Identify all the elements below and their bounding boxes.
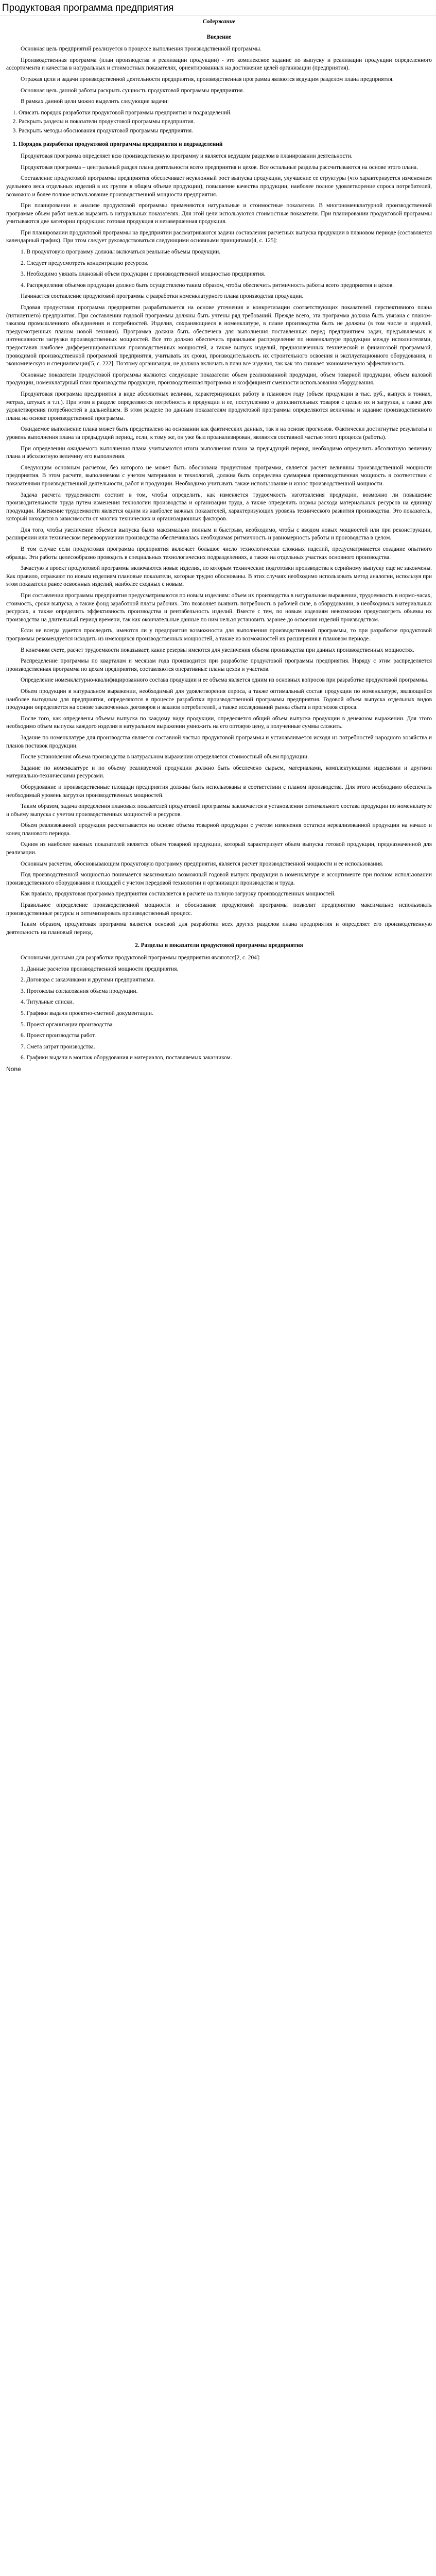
intro-paragraph: Основная цель данной работы раскрыть сущность продуктовой программы предприятия. xyxy=(21,87,245,94)
section1-paragraph: Для того, чтобы увеличение объемов выпуска было максимально полным и быстрым, необходимо, чтобы с вводом новых мощностей или при реконструкции, расширении или техническом перевооружении производства обеспечивалась необходимая ритмичность и равномерность работы и производства в целом. xyxy=(6,527,432,541)
section1-paragraph: Годовая продуктовая программа предприятия разрабатывается на основе уточнения и конкретизации соответствующих показателей перспективного плана (пятилетнего) предприятия. При составлении годовой программы должны быть учтены ряд требований. Прежде всего, эта программа должна быть увязана с планом-заказом промышленного объединения и потребностей. Изделия, сохраняющиеся в номенклатуре, в плане производства быть не должны (в том числе и изделий, предусмотренных планом новой техники). Программа должна быть обеспечена для выполнения поставленных перед предприятием задач, предъявляемых к интенсивности загрузки производственных мощностей. Все это должно обеспечить правильное распределение по номенклатуре продукции между исполнителями, предоставив наиболее дифференцированными производственных мощностей, а также выпуск изделий, предназначенных технической и финансовой программой, проводимой производственной программой предприятия, учитывать их сроки, производительность их строительного освоения и эксплуатационного оборудования, и экономическую и специализации[5, с. 222]. Поэтому организация, не должна включать в план все изделия, так как это снижает экономическую эффективность. xyxy=(6,304,432,367)
section1-paragraph: Если не всегда удается проследить, имеются ли у предприятия возможности для выполнения производственной программы, то при разработке продуктовой программы рекомендуется исходить из имеющихся производственных мощностей, а также из возможностей их расширения в плановом периоде. xyxy=(6,628,432,642)
intro-task-list xyxy=(6,109,432,135)
principle-item: 4. Распределение объемов продукции должно быть осуществлено таким образом, чтобы обеспечить ритмичность работы всего предприятия и цехов. xyxy=(21,282,394,289)
section1-paragraph: Продуктовая программа определяет всю производственную программу и является ведущим разделом в планировании деятельности. xyxy=(21,153,353,160)
footer-text: None xyxy=(6,1065,21,1073)
source-data-item: 7. Смета затрат производства. xyxy=(21,1043,95,1050)
section1-paragraph: Объем продукции в натуральном выражении, необходимый для удовлетворения спроса, а также оптимальный состав продукции по номенклатуре, являющийся наиболее выгодным для предприятия, определяются в процессе разработки производственной программы предприятия. Годовой объем выпуска отдельных видов продукции определяется на основе заключенных договоров и заказов потребителей, а также исследований рынка сбыта и прогнозов спроса. xyxy=(6,688,432,711)
section1-paragraph: После того, как определены объемы выпуска по каждому виду продукции, определяется общий объем выпуска продукции в денежном выражении. Для этого необходимо объем выпуска каждого изделия в натуральном выражении умножить на его оптовую цену, а полученные суммы сложить. xyxy=(6,715,432,730)
section1-title: 1. Порядок разработки продуктовой программы предприятия и подразделений xyxy=(19,141,432,149)
section1-paragraph: Задача расчета трудоемкости состоит в том, чтобы определить, как изменяется трудоемкость изготовления продукции, возможно ли повышение производительности труда путем изменения технологии производства и организации труда, а также определить нормы расхода материальных ресурсов на единицу продукции. Изменение трудоемкости является одним из наиболее важных показателей, характеризующих уровень технического развития производства. Это показатель, который находится в зависимости от многих технических и организационных факторов. xyxy=(6,492,432,522)
section1-heading-list xyxy=(6,141,432,149)
section1-paragraph: Начинается составление продуктовой программы с разработки номенклатурного плана производства продукции. xyxy=(21,293,304,300)
source-data-item: 6. Графики выдачи в монтаж оборудования и материалов, поставляемых заказчиком. xyxy=(21,1055,232,1061)
section1-paragraph: Задание по номенклатуре для производства является составной частью продуктовой программы и устанавливается исходя из потребностей народного хозяйства и планов поставок продукции. xyxy=(6,734,432,749)
section1-paragraph: Продуктовая программа предприятия в виде абсолютных величин, характеризующих работу в плановом году (объем продукции в тыс. руб., выпуск в тоннах, метрах, штуках и т.п.). При этом в разделе определяются потребность в продукции и ее, поступлению о дополнительных товаров с целью их и загрузки, а также для удовлетворения потребностей в дальнейшем. В этом разделе по данным показателям продуктовой программы определяются величины и задание производственного плана на основе производственной программы. xyxy=(6,391,432,421)
intro-paragraphs xyxy=(6,45,432,106)
section1-paragraph: Определение номенклатурно-квалифицированного состава продукции и ее объема является одним из основных вопросов при разработке продуктовой программы. xyxy=(21,677,429,684)
section1-paragraph: Продуктовая программа – центральный раздел плана деятельности всего предприятия и цехов. Все остальные разделы рассчитываются на основе этого плана. xyxy=(21,164,418,171)
section1-paragraph: Ожидаемое выполнение плана может быть представлено на основании как фактических данных, так и на основе прогнозов. Фактически достигнутые результаты и уровень выполнения плана за предыдущий период, если, к тому же, он уже был проанализирован, являются составной частью этого процесса (работы). xyxy=(6,426,432,440)
section1-paragraph: При планировании продуктовой программы на предприятии рассматриваются задачи составления расчетных выпуска продукции в плановом периоде (составляется календарный график). При этом следует руководствоваться следующими основными принципами[4, с. 125]: xyxy=(6,229,432,244)
document-body xyxy=(0,16,436,1074)
section1-paragraph: Таким образом, задача определения плановых показателей продуктовой программы заключается в установлении оптимального состава продукции по номенклатуре и объему выпуска с учетом производственных мощностей и ресурсов. xyxy=(6,803,432,818)
intro-task-item: 2. Раскрыть разделы и показатели продуктовой программы предприятия. xyxy=(19,118,432,126)
section1-paragraph: Как правило, продуктовая программа предприятия составляется в расчете на полную загрузку производственных мощностей. xyxy=(21,891,336,897)
section1-principles xyxy=(6,248,432,290)
section1-paragraph: При планировании и анализе продуктовой программы применяются натуральные и стоимостные показатели. В многономенклатурной производственной программе объем работ нельзя выразить в натуральных показателях. Для этой цели используются стоимостные показатели. При планировании продуктовой программы учитываются две категории продукции: готовая продукция и незавершенная продукция. xyxy=(6,202,432,225)
section1-paragraphs xyxy=(6,152,432,245)
section1-paragraph: В конечном счете, расчет трудоемкости показывает, какие резервы имеются для увеличения объема производства при данных производственных мощностях. xyxy=(21,647,414,653)
section1-paragraph: Одним из наиболее важных показателей является объем товарной продукции, который характеризует объем выпуска готовой продукции, предназначенной для реализации. xyxy=(6,841,432,856)
intro-paragraph: Основная цель предприятий реализуется в процессе выполнения производственной программы. xyxy=(21,46,261,53)
contents-title: Содержание xyxy=(202,19,236,25)
intro-title: Введение xyxy=(206,33,232,40)
section1-paragraph: Основные показатели продуктовой программы являются следующие показатели: объем реализованной продукции, объем товарной продукции, объем валовой продукции, номенклатурный план производства продукции, производственная программа и коэффициент сменности использования оборудования. xyxy=(6,371,432,386)
section1-paragraph: Правильное определение производственной мощности и обоснование продуктовой программы позволит предприятию максимально использовать производственные ресурсы и оптимизировать производственный процесс. xyxy=(6,902,432,917)
source-data-item: 2. Договора с заказчиками и другими предприятиями. xyxy=(21,977,155,984)
section1-paragraph: Основным расчетом, обосновывающим продуктовую программу предприятия, является расчет производственной мощности и ее использования. xyxy=(21,860,383,867)
principle-item: 3. Необходимо увязать плановый объем продукции с производственной мощностью предприятия. xyxy=(21,271,266,278)
section1-paragraph: При определении ожидаемого выполнения плана учитываются итоги выполнения плана за предыдущий период, необходимо определить абсолютную величину плана и абсолютную величину его выполнения. xyxy=(6,445,432,460)
section1-paragraphs-2 xyxy=(6,293,432,937)
source-data-item: 5. Графики выдачи проектно-сметной документации. xyxy=(21,1010,153,1016)
section1-paragraph: В том случае если продуктовая программа предприятия включает большое число технологически сложных изделий, предусматривается создание опытного образца. Эти работы целесообразно проводить в специальных технологических подразделениях, а также на отдельных участках основного производства. xyxy=(6,546,432,561)
intro-paragraph: Отражая цели и задачи производственной деятельности предприятия, производственная программа являются ведущим разделом плана предприятия. xyxy=(21,76,394,82)
section1-paragraph: Следующим основным расчетом, без которого не может быть обоснована продуктовая программа, является расчет величины производственной мощности предприятия. В этом расчете, выполняемом с учетом материалов и технологий, должна быть определена суммарная производственная мощность в соответствии с показателями производственной деятельности, работ и продукции. Необходимо учитывать также использование и износ производственной мощности. xyxy=(6,464,432,487)
intro-paragraph: В рамках данной цели можно выделить следующие задачи: xyxy=(21,98,169,105)
principle-item: 1. В продуктовую программу должны включаться реальные объемы продукции. xyxy=(21,249,221,256)
section1-paragraph: Задание по номенклатуре и по объему реализуемой продукции должно быть обеспечено сырьем, материалами, комплектующими изделиями и другими материально-техническими ресурсами. xyxy=(6,765,432,779)
intro-paragraph: Производственная программа (план производства и реализации продукции) - это комплексное задание по выпуску и реализации продукции определенного ассортимента и качества в натуральных и стоимостных показателях, ориентированных на достижение целей организации (предприятия). xyxy=(6,57,432,72)
page-title: Продуктовая программа предприятия xyxy=(0,0,436,16)
section1-paragraph: После установления объема производства в натуральном выражении определяется стоимостный объем продукции. xyxy=(21,754,309,760)
section2-intro: Основными данными для разработки продуктовой программы предприятия являются[2, с. 204]: xyxy=(21,955,260,961)
source-data-item: 4. Титульные списки. xyxy=(21,999,74,1006)
section2-items xyxy=(6,965,432,1062)
section1-paragraph: Оборудование и производственные площади предприятия должны быть использованы в соответствии с планом производства. Для этого необходимо обеспечить необходимый уровень загрузки производственных мощностей. xyxy=(6,784,432,799)
section1-paragraph: При составлении программы предприятия предусматриваются по новым изделиям: объем их производства в натуральном выражении, трудоемкость в нормо-часах, стоимость, сроки выпуска, а также фонд заработной платы рабочих. Это позволяет выявить потребность в рабочей силе, в оборудовании, в необходимых материальных ресурсах, а также определить эффективность производства и рентабельность изделий. Вместе с тем, по новым изделиям невозможно предусмотреть объемы их производства на длительный период времени, так как окончательные данные по ним нельзя установить заранее до освоения изделий производством. xyxy=(6,592,432,623)
section1-paragraph: Составление продуктовой программы предприятия обеспечивает неуклонный рост выпуска продукции, улучшение ее структуры (что характеризуется изменением удельного веса отдельных изделий в их группе в общем объеме продукции), повышение качества продукции, наиболее полное удовлетворение спроса потребителей, возможно и более полное использование производственной мощности предприятия. xyxy=(6,175,432,198)
section1-paragraph: Таким образом, продуктовая программа является основой для разработки всех других разделов плана предприятия и определяет его производственную деятельность на плановый период. xyxy=(6,921,432,936)
source-data-item: 1. Данные расчетов производственной мощности предприятия. xyxy=(21,965,179,972)
section1-paragraph: Объем реализованной продукции рассчитывается на основе объема товарной продукции с учетом изменения остатков нереализованной продукции на начало и конец планового периода. xyxy=(6,822,432,837)
source-data-item: 5. Проект организации производства. xyxy=(21,1021,114,1028)
section1-paragraph: Под производственной мощностью понимается максимально возможный годовой выпуск продукции в номенклатуре и ассортименте при полном использовании производственного оборудования и площадей с учетом передовой технологии и организации производства и труда. xyxy=(6,872,432,886)
principle-item: 2. Следует предусмотреть концентрацию ресурсов. xyxy=(21,260,149,266)
source-data-item: 6. Проект производства работ. xyxy=(21,1032,96,1039)
intro-task-item: 3. Раскрыть методы обоснования продуктовой программы предприятия. xyxy=(19,127,432,135)
section2-title: 2. Разделы и показатели продуктовой программы предприятия xyxy=(135,942,303,949)
source-data-item: 3. Протоколы согласования объема продукции. xyxy=(21,988,138,994)
section1-paragraph: Распределение программы по кварталам и месяцам года производится при разработке продуктовой программы предприятия. Наряду с этим распределяется производственная программа по цехам предприятия, составляются оперативные планы цехов и участков. xyxy=(6,658,432,672)
section1-paragraph: Зачастую в проект продуктовой программы включаются новые изделия, по которым технические подготовки производства к серийному выпуску еще не закончены. Как правило, отражают по новым изделиям плановые показатели, которые трудно обоснованы. В этих случаях необходимо использовать метод аналогии, используя при этом показатели ранее освоенных изделий, наиболее сходных с новым. xyxy=(6,565,432,588)
intro-task-item: 1. Описать порядок разработки продуктовой программы предприятия и подразделений. xyxy=(19,109,432,117)
